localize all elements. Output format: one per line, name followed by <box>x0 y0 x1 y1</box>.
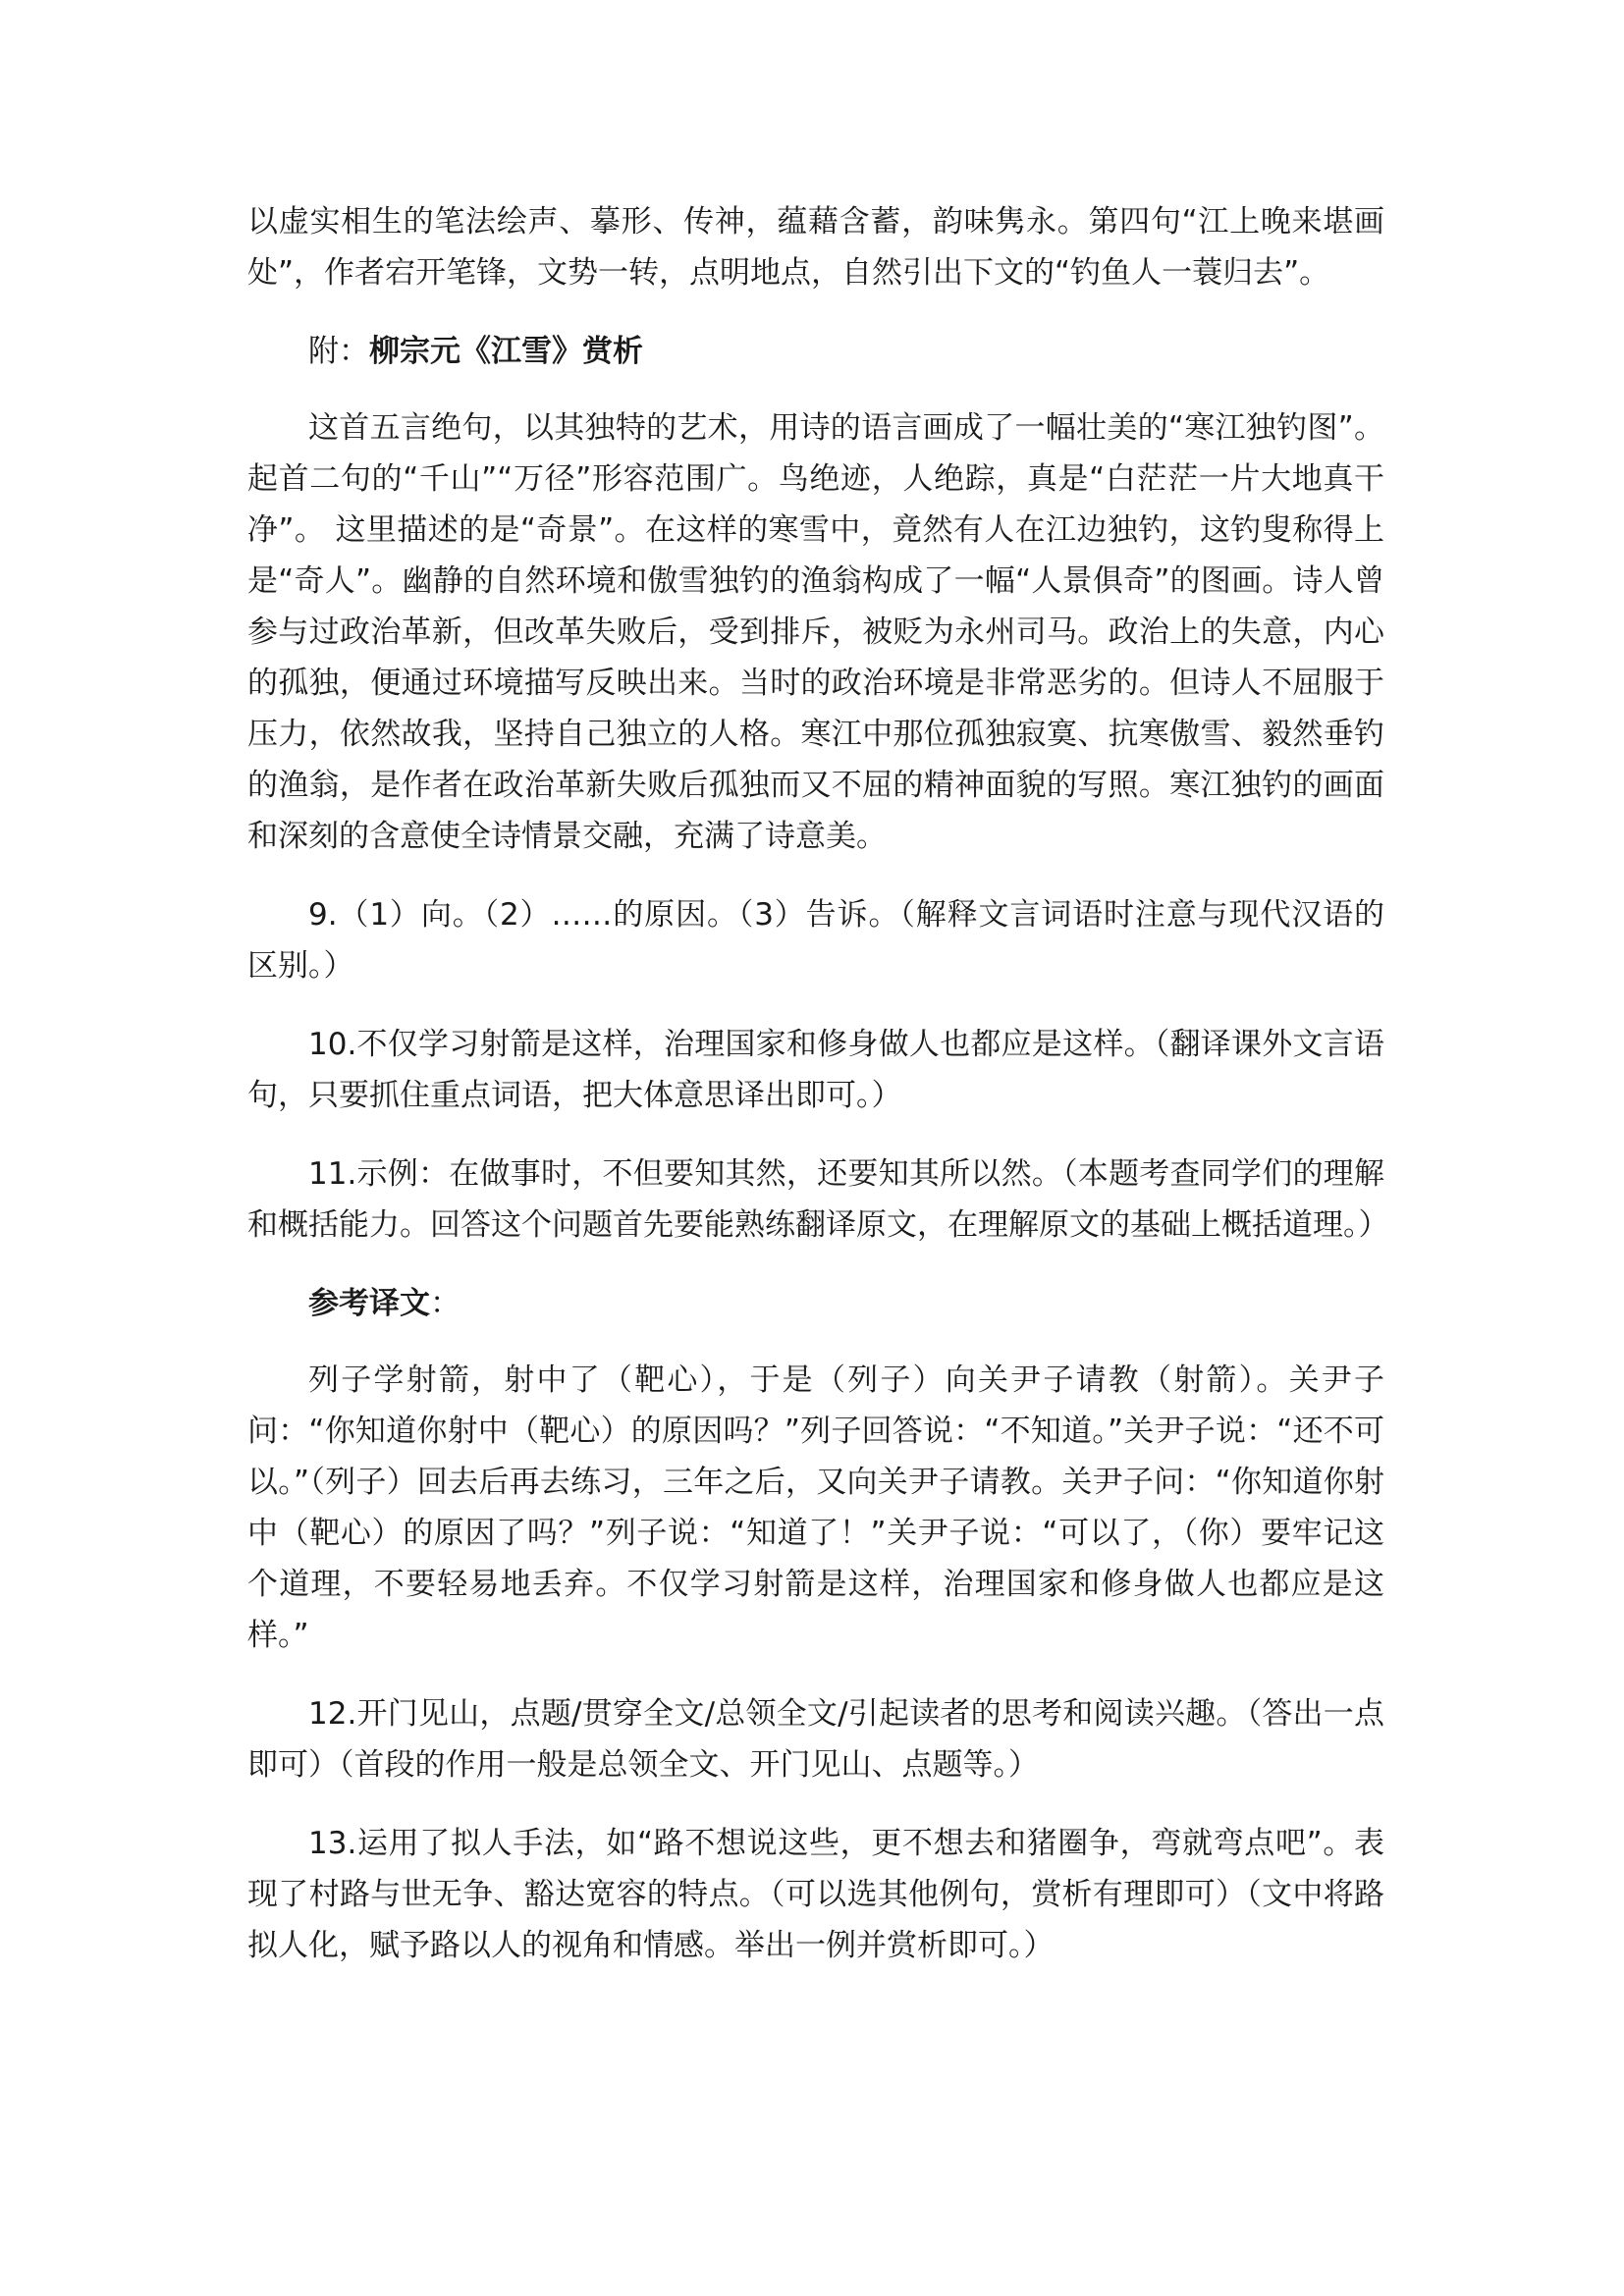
appendix-title: 柳宗元《江雪》赏析 <box>369 334 643 369</box>
answer-9: 9.（1）向。（2）……的原因。（3）告诉。（解释文言词语时注意与现代汉语的区别。） <box>247 897 1384 984</box>
translation-heading <box>247 1278 1384 1329</box>
translation-title: 参考译文 <box>308 1286 430 1321</box>
answer-13: 13.运用了拟人手法，如“路不想说这些，更不想去和猪圈争，弯就弯点吧”。表现了村路与世无争、豁达宽容的特点。（可以选其他例句，赏析有理即可）（文中将路拟人化，赋予路以人的视角和情感。举出一例并赏析即可。） <box>247 1826 1384 1963</box>
appendix-prefix: 附： <box>308 334 369 369</box>
appendix-heading <box>247 326 1384 377</box>
paragraph-jiangxue-analysis: 这首五言绝句，以其独特的艺术，用诗的语言画成了一幅壮美的“寒江独钓图”。起首二句的“千山”“万径”形容范围广。鸟绝迹，人绝踪，真是“白茫茫一片大地真干净”。 这里描述的是“奇景”。在这样的寒雪中，竟然有人在江边独钓，这钓叟称得上是“奇人”。幽静的自然环境和傲雪独钓的渔翁构成了一幅“人景俱奇”的图画。诗人曾参与过政治革新，但改革失败后，受到排斥，被贬为永州司马。政治上的失意，内心的孤独，便通过环境描写反映出来。当时的政治环境是非常恶劣的。但诗人不屈服于压力，依然故我，坚持自己独立的人格。寒江中那位孤独寂寞、抗寒傲雪、毅然垂钓的渔翁，是作者在政治革新失败后孤独而又不屈的精神面貌的写照。寒江独钓的画面和深刻的含意使全诗情景交融，充满了诗意美。 <box>247 410 1384 854</box>
paragraph-continuation: 以虚实相生的笔法绘声、摹形、传神，蕴藉含蓄，韵味隽永。第四句“江上晚来堪画处”，作者宕开笔锋，文势一转，点明地点，自然引出下文的“钓鱼人一蓑归去”。 <box>247 204 1384 291</box>
translation-colon: ： <box>430 1286 460 1321</box>
document-page <box>247 196 1389 1999</box>
paragraph-translation: 列子学射箭，射中了（靶心），于是（列子）向关尹子请教（射箭）。关尹子问：“你知道你射中（靶心）的原因吗？”列子回答说：“不知道。”关尹子说：“还不可以。”（列子）回去后再去练习，三年之后，又向关尹子请教。关尹子问：“你知道你射中（靶心）的原因了吗？”列子说：“知道了！”关尹子说：“可以了，（你）要牢记这个道理，不要轻易地丢弃。不仅学习射箭是这样，治理国家和修身做人也都应是这样。” <box>247 1362 1384 1653</box>
answer-12: 12.开门见山，点题/贯穿全文/总领全文/引起读者的思考和阅读兴趣。（答出一点即可）（首段的作用一般是总领全文、开门见山、点题等。） <box>247 1696 1384 1783</box>
answer-10: 10.不仅学习射箭是这样，治理国家和修身做人也都应是这样。（翻译课外文言语句，只要抓住重点词语，把大体意思译出即可。） <box>247 1027 1384 1113</box>
answer-11: 11.示例：在做事时，不但要知其然，还要知其所以然。（本题考查同学们的理解和概括能力。回答这个问题首先要能熟练翻译原文，在理解原文的基础上概括道理。） <box>247 1156 1389 1243</box>
